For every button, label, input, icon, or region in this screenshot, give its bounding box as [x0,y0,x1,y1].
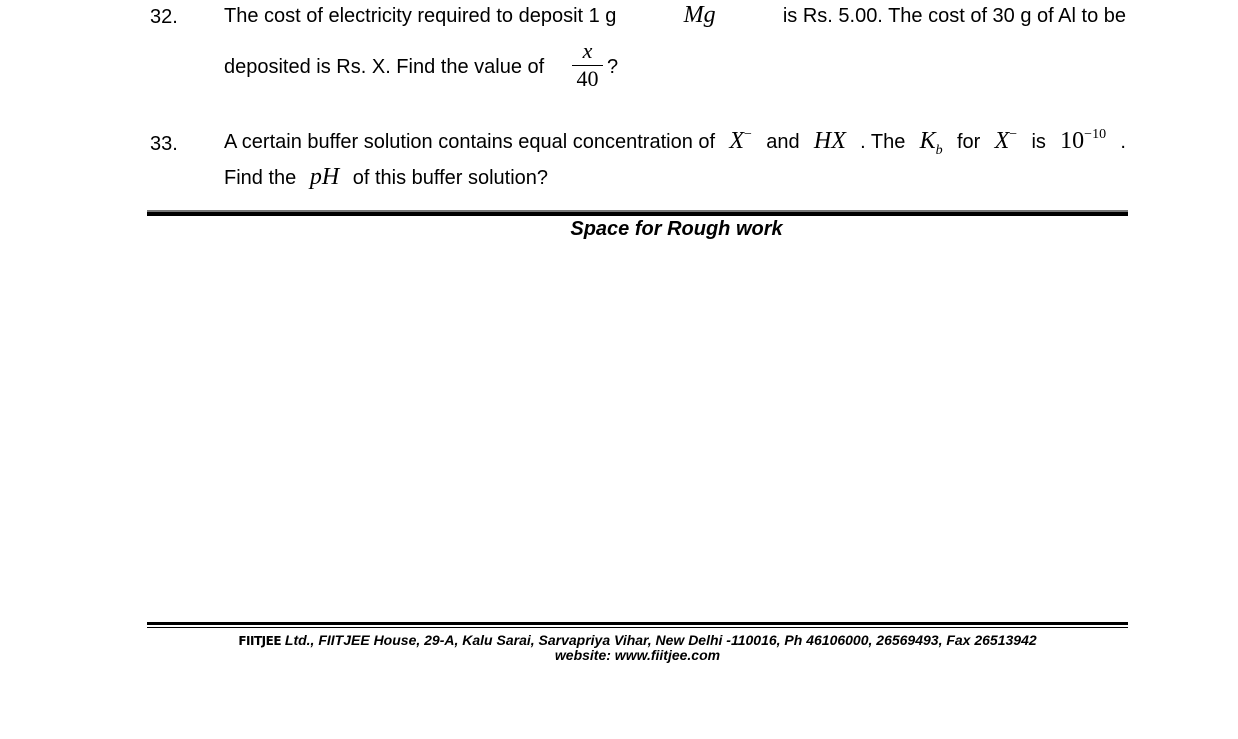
fraction [572,40,603,90]
question-text: . The [860,131,906,153]
question-mark: ? [607,56,619,78]
question-text: for [956,131,981,153]
question-32-line-2: deposited is Rs. X. Find the value of [224,56,545,78]
math-symbol: HX [813,128,846,154]
question-32-line-1 [224,2,1126,29]
math-symbol: pH [309,164,340,190]
question-text: A certain buffer solution contains equal concentration of [224,131,716,153]
question-text: and [766,131,800,153]
footer-divider [147,627,1128,628]
kb-symbol: $K_b$ [919,128,943,158]
footer-website: website: www.fiitjee.com [554,647,721,663]
fraction-numerator: x [582,38,593,63]
question-text: is Rs. 5.00. The cost of 30 g of Al to be [782,5,1126,27]
footer-brand: FIITJEE [238,634,282,648]
x-ion: X− [994,127,1018,154]
question-text: The cost of electricity required to deposit 1 g [224,5,617,27]
question-text: of this buffer solution? [352,167,549,189]
question-33-line-2 [224,164,548,191]
rough-work-title: Space for Rough work [570,218,783,240]
question-text: . [1120,131,1126,153]
divider [147,212,1128,216]
footer-divider [147,622,1128,625]
question-33-line-1 [224,127,1126,158]
fraction-denominator: 40 [576,66,599,91]
x-ion: X− [729,127,752,154]
power-of-ten: $10^{-10}$ [1060,127,1107,154]
question-text: Find the [224,167,297,189]
question-number: 33. [150,133,178,155]
question-number: 32. [150,6,178,28]
question-text: is [1031,131,1046,153]
footer-address-text: Ltd., FIITJEE House, 29-A, Kalu Sarai, Sarvapriya Vihar, New Delhi -110016, Ph 46106000, 26569493, Fax 26513942 [284,632,1037,648]
math-symbol: Mg [683,2,716,28]
